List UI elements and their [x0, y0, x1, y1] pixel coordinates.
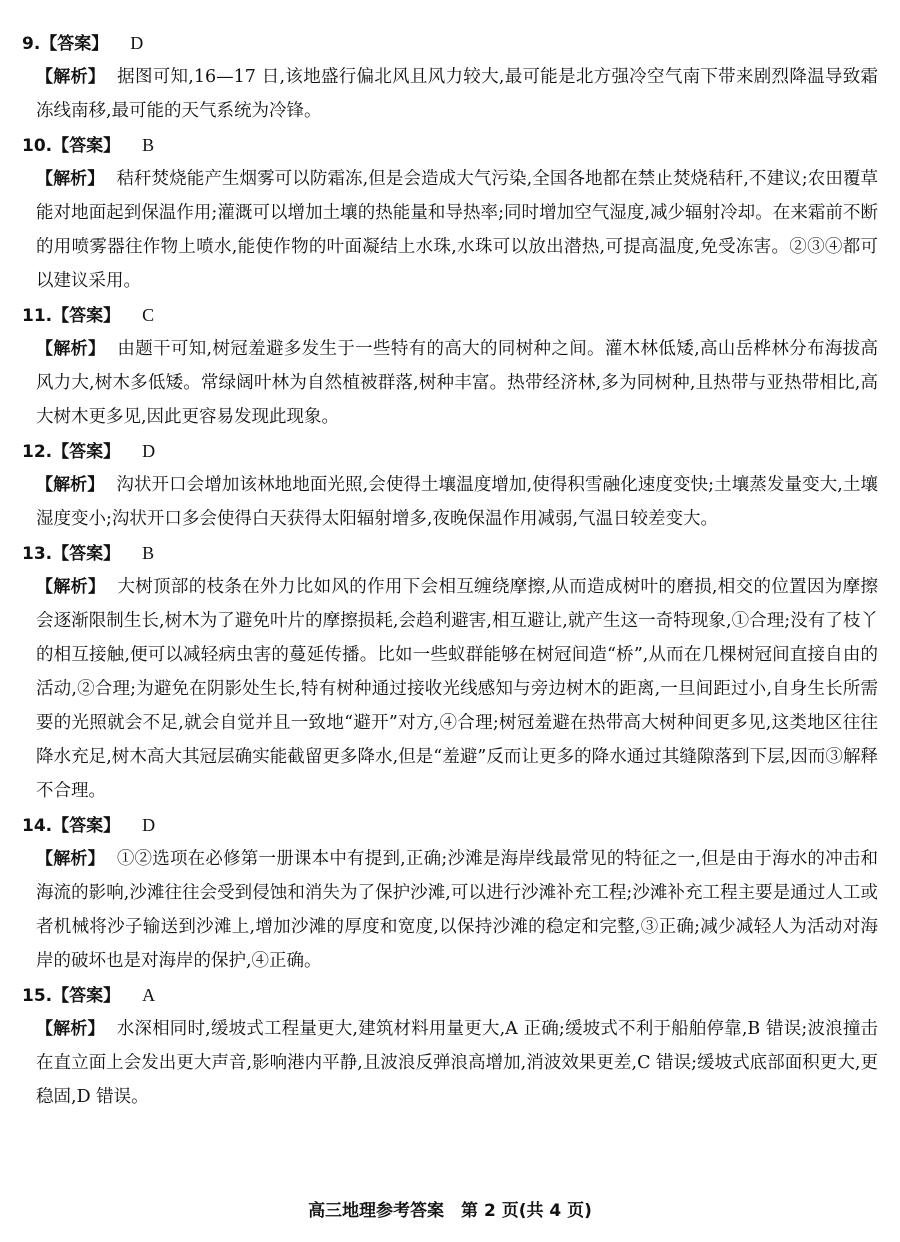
- answer-item-9: [0, 26, 900, 128]
- analysis-paragraph: [0, 1012, 900, 1114]
- analysis-paragraph: [0, 842, 900, 978]
- answer-label: 【答案】: [52, 136, 121, 156]
- question-number: 9.: [22, 34, 41, 54]
- answer-item-10: [0, 128, 900, 298]
- answer-item-11: [0, 298, 900, 434]
- answer-row: [0, 26, 900, 60]
- question-number: 12.: [22, 442, 53, 462]
- analysis-paragraph: [0, 162, 900, 298]
- answer-value: D: [130, 33, 144, 53]
- analysis-text: 沟状开口会增加该林地地面光照,会使得土壤温度增加,使得积雪融化速度变快;土壤蒸发量变大,土壤湿度变小;沟状开口多会使得白天获得太阳辐射增多,夜晚保温作用减弱,气温日较差变大。: [36, 475, 879, 529]
- analysis-label: 【解析】: [36, 849, 105, 869]
- answer-row: [0, 536, 900, 570]
- answer-label: 【答案】: [52, 306, 121, 326]
- question-number: 15.: [22, 986, 53, 1006]
- analysis-label: 【解析】: [36, 577, 106, 597]
- answer-label: 【答案】: [52, 442, 121, 462]
- answer-row: [0, 298, 900, 332]
- answer-row: [0, 128, 900, 162]
- question-number: 11.: [22, 306, 53, 326]
- question-number: 13.: [22, 544, 53, 564]
- analysis-label: 【解析】: [36, 67, 106, 87]
- analysis-paragraph: [0, 570, 900, 808]
- answer-value: C: [142, 305, 155, 325]
- analysis-text: 水深相同时,缓坡式工程量更大,建筑材料用量更大,A 正确;缓坡式不利于船舶停靠,B 错误;波浪撞击在直立面上会发出更大声音,影响港内平静,且波浪反弹浪高增加,消波效果更差,C 错误;缓坡式底部面积更大,更稳固,D 错误。: [36, 1019, 879, 1107]
- analysis-paragraph: [0, 468, 900, 536]
- answer-value: B: [142, 543, 155, 563]
- answer-label: 【答案】: [52, 544, 121, 564]
- question-number: 14.: [22, 816, 53, 836]
- answer-item-15: [0, 978, 900, 1114]
- analysis-label: 【解析】: [36, 1019, 105, 1039]
- answer-item-14: [0, 808, 900, 978]
- answer-label: 【答案】: [52, 816, 121, 836]
- analysis-paragraph: [0, 332, 900, 434]
- page-footer: 高三地理参考答案 第 2 页(共 4 页): [308, 1201, 592, 1221]
- answer-value: D: [142, 441, 156, 461]
- analysis-text: 据图可知,16—17 日,该地盛行偏北风且风力较大,最可能是北方强冷空气南下带来剧烈降温导致霜冻线南移,最可能的天气系统为冷锋。: [36, 67, 878, 121]
- analysis-text: 大树顶部的枝条在外力比如风的作用下会相互缠绕摩擦,从而造成树叶的磨损,相交的位置因为摩擦会逐渐限制生长,树木为了避免叶片的摩擦损耗,会趋利避害,相互避让,就产生这一奇特现象,①合理;没有了枝丫的相互接触,便可以减轻病虫害的蔓延传播。比如一些蚁群能够在树冠间造“桥”,从而在几棵树冠间直接自由的活动,②合理;为避免在阴影处生长,特有树种通过接收光线感知与旁边树木的距离,一旦间距过小,自身生长所需要的光照就会不足,就会自觉并且一致地“避开”对方,④合理;树冠羞避在热带高大树种间更多见,这类地区往往降水充足,树木高大其冠层确实能截留更多降水,但是“羞避”反而让更多的降水通过其缝隙落到下层,因而③解释不合理。: [36, 577, 879, 801]
- question-number: 10.: [22, 136, 53, 156]
- analysis-label: 【解析】: [36, 169, 105, 189]
- analysis-label: 【解析】: [36, 475, 105, 495]
- answer-row: [0, 434, 900, 468]
- answer-value: B: [142, 135, 155, 155]
- answer-label: 【答案】: [40, 34, 109, 54]
- answer-label: 【答案】: [52, 986, 121, 1006]
- analysis-paragraph: [0, 60, 900, 128]
- answer-row: [0, 978, 900, 1012]
- analysis-text: ①②选项在必修第一册课本中有提到,正确;沙滩是海岸线最常见的特征之一,但是由于海水的冲击和海流的影响,沙滩往往会受到侵蚀和消失为了保护沙滩,可以进行沙滩补充工程;沙滩补充工程主要是通过人工或者机械将沙子输送到沙滩上,增加沙滩的厚度和宽度,以保持沙滩的稳定和完整,③正确;减少减轻人为活动对海岸的破坏也是对海岸的保护,④正确。: [36, 849, 879, 971]
- analysis-label: 【解析】: [36, 339, 106, 359]
- analysis-text: 秸秆焚烧能产生烟雾可以防霜冻,但是会造成大气污染,全国各地都在禁止焚烧秸秆,不建议;农田覆草能对地面起到保温作用;灌溉可以增加土壤的热能量和导热率;同时增加空气湿度,减少辐射冷却。在来霜前不断的用喷雾器往作物上喷水,能使作物的叶面凝结上水珠,水珠可以放出潜热,可提高温度,免受冻害。②③④都可以建议采用。: [36, 169, 879, 291]
- analysis-text: 由题干可知,树冠羞避多发生于一些特有的高大的同树种之间。灌木林低矮,高山岳桦林分布海拔高风力大,树木多低矮。常绿阔叶林为自然植被群落,树种丰富。热带经济林,多为同树种,且热带与亚热带相比,高大树木更多见,因此更容易发现此现象。: [36, 339, 879, 427]
- answer-value: D: [142, 815, 156, 835]
- answer-item-12: [0, 434, 900, 536]
- answer-row: [0, 808, 900, 842]
- answer-list: [0, 26, 900, 1114]
- answer-value: A: [142, 985, 156, 1005]
- answer-item-13: [0, 536, 900, 808]
